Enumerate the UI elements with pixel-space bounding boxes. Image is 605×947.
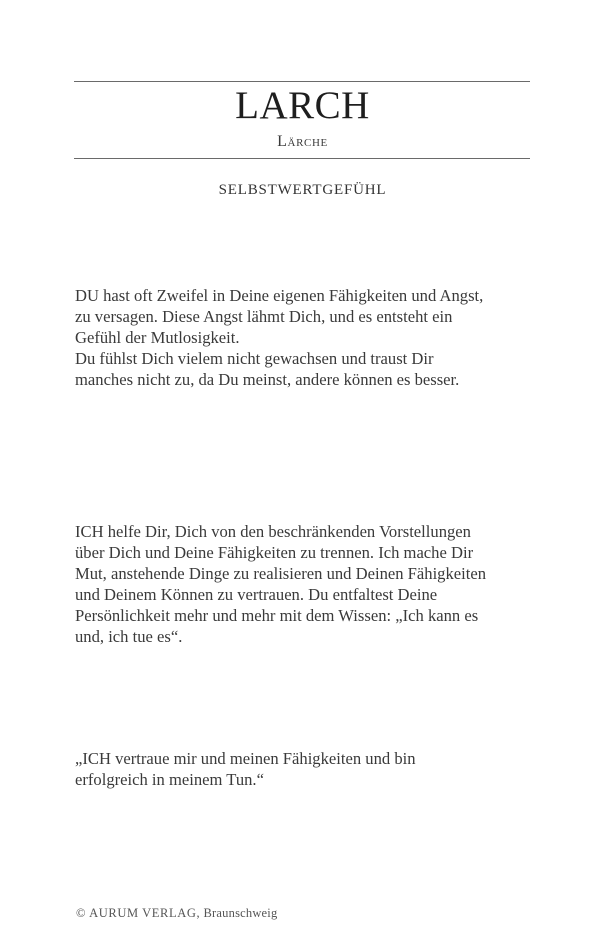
text-line: manches nicht zu, da Du meinst, andere können es besser. (75, 370, 460, 389)
text-line: „ICH vertraue mir und meinen Fähigkeiten und bin (75, 749, 416, 768)
text-line: und, ich tue es“. (75, 627, 183, 646)
help-paragraph (75, 521, 545, 647)
top-divider (74, 81, 530, 82)
copyright-text: © AURUM VERLAG, (76, 906, 201, 920)
affirmation-paragraph (75, 748, 545, 790)
text-line: und Deinem Können zu vertrauen. Du entfaltest Deine (75, 585, 438, 604)
card-theme: SELBSTWERTGEFÜHL (218, 182, 387, 198)
text-line: Gefühl der Mutlosigkeit. (75, 328, 240, 347)
publisher-footer (76, 904, 277, 922)
header-divider (74, 158, 530, 159)
card-title: LARCH (235, 84, 370, 127)
text-line: zu versagen. Diese Angst lähmt Dich, und es entsteht ein (75, 307, 453, 326)
problem-paragraph (75, 285, 545, 390)
city-text: Braunschweig (203, 906, 278, 920)
text-line: Persönlichkeit mehr und mehr mit dem Wissen: „Ich kann es (75, 606, 479, 625)
text-line: über Dich und Deine Fähigkeiten zu trennen. Ich mache Dir (75, 543, 474, 562)
text-line: DU hast oft Zweifel in Deine eigenen Fähigkeiten und Angst, (75, 286, 484, 305)
text-line: Du fühlst Dich vielem nicht gewachsen und traust Dir (75, 349, 434, 368)
card-subtitle: Lärche (277, 133, 328, 150)
text-line: erfolgreich in meinem Tun.“ (75, 770, 264, 789)
text-line: ICH helfe Dir, Dich von den beschränkenden Vorstellungen (75, 522, 471, 541)
text-line: Mut, anstehende Dinge zu realisieren und Deinen Fähigkeiten (75, 564, 487, 583)
